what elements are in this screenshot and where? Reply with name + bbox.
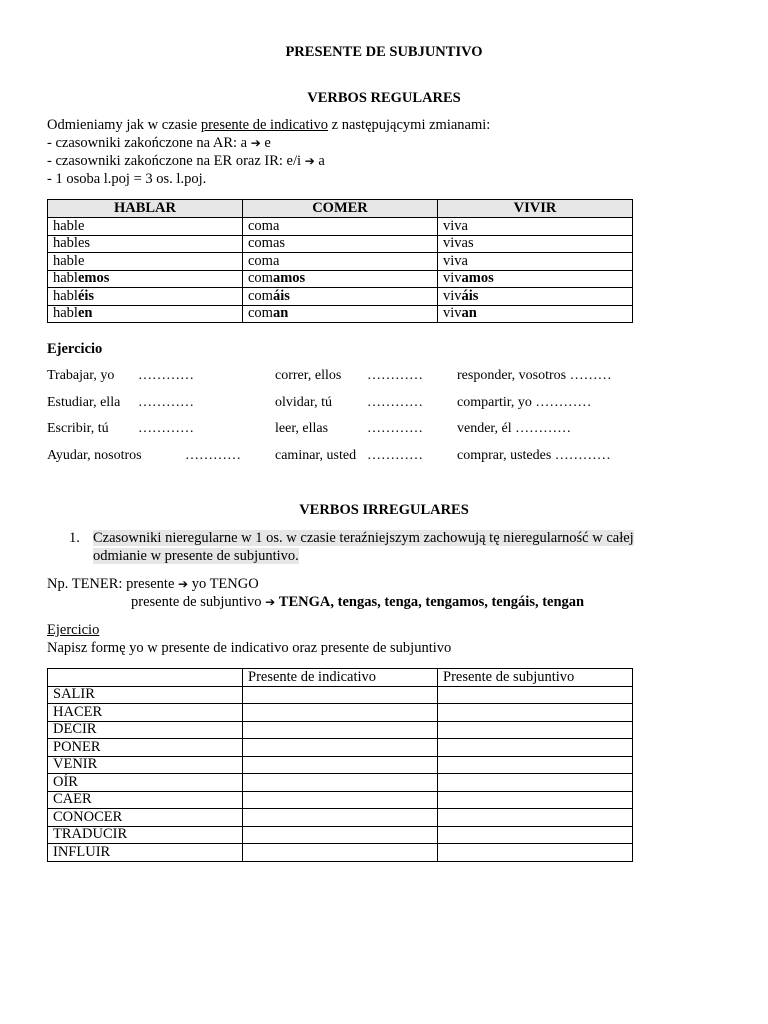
- verb-stem: habl: [53, 287, 78, 304]
- intro-post: z następującymi zmianami:: [328, 117, 491, 133]
- arrow-right-icon: ➔: [178, 577, 189, 591]
- verb-ending: amos: [461, 270, 494, 287]
- conjugation-cell: [243, 235, 438, 253]
- header-hablar: HABLAR: [48, 200, 243, 218]
- verb-ending: áis: [272, 287, 290, 304]
- answer-cell-subjuntivo[interactable]: [438, 809, 633, 827]
- verb-ending: a: [272, 217, 280, 234]
- table-row: [48, 721, 633, 739]
- verb-stem: com: [248, 287, 273, 304]
- exercise-verb-text: vender, él: [457, 421, 512, 436]
- answer-cell-indicativo[interactable]: [243, 739, 438, 757]
- verb-ending: áis: [461, 287, 479, 304]
- section-heading-irregulares: VERBOS IRREGULARES: [299, 502, 469, 518]
- answer-blank[interactable]: …………: [138, 421, 194, 436]
- answer-cell-indicativo[interactable]: [243, 721, 438, 739]
- answer-blank[interactable]: …………: [138, 368, 194, 383]
- table-row: [48, 809, 633, 827]
- verb-stem: habl: [53, 270, 78, 287]
- conjugation-table: [47, 199, 633, 323]
- verb-infinitive: DECIR: [48, 721, 243, 739]
- conjugation-cell: [243, 218, 438, 236]
- exercise2-header-row: [48, 669, 633, 687]
- verb-stem: viv: [443, 270, 462, 287]
- list-item-line1-text: Czasowniki nieregularne w 1 os. w czasie teraźniejszym zachowują tę nieregularność w całej: [93, 530, 634, 546]
- exercise-verb: Escribir, tú: [47, 421, 109, 436]
- verb-ending: a: [272, 252, 280, 269]
- verb-stem: habl: [53, 235, 78, 252]
- verb-ending: emos: [77, 270, 110, 287]
- verb-ending: es: [77, 235, 91, 252]
- verb-infinitive: PONER: [48, 739, 243, 757]
- rule-ar: [47, 135, 271, 152]
- answer-cell-subjuntivo[interactable]: [438, 826, 633, 844]
- answer-blank[interactable]: …………: [367, 421, 423, 436]
- answer-blank[interactable]: …………: [185, 448, 241, 463]
- verb-infinitive: VENIR: [48, 756, 243, 774]
- conjugation-cell: [438, 253, 633, 271]
- verb-stem: viv: [443, 235, 462, 252]
- verb-stem: habl: [53, 252, 78, 269]
- verb-stem: viv: [443, 287, 462, 304]
- answer-cell-subjuntivo[interactable]: [438, 686, 633, 704]
- example-tener-pre: Np. TENER: presente: [47, 576, 179, 592]
- answer-cell-indicativo[interactable]: [243, 756, 438, 774]
- intro-pre: Odmieniamy jak w czasie: [47, 117, 201, 133]
- exercise-verb: Estudiar, ella: [47, 395, 121, 410]
- table-row: [48, 235, 633, 253]
- header-vivir: VIVIR: [438, 200, 633, 218]
- table-row: [48, 704, 633, 722]
- exercise2-body: [48, 686, 633, 861]
- answer-blank[interactable]: …………: [367, 368, 423, 383]
- exercise-verb: [457, 448, 611, 464]
- answer-blank[interactable]: …………: [515, 421, 572, 436]
- verb-infinitive: SALIR: [48, 686, 243, 704]
- example-subjuntivo-forms: TENGA, tengas, tenga, tengamos, tengáis, tengan: [278, 594, 585, 610]
- verb-ending: as: [461, 235, 474, 252]
- conjugation-cell: [48, 288, 243, 306]
- verb-ending: amos: [272, 270, 306, 287]
- verb-stem: viv: [443, 217, 462, 234]
- list-item-line2: [93, 548, 299, 565]
- conjugation-header-row: [48, 200, 633, 218]
- exercise2-heading: Ejercicio: [47, 622, 100, 638]
- exercise-verb-text: comprar, ustedes: [457, 448, 552, 463]
- exercise-verb: olvidar, tú: [275, 395, 332, 410]
- answer-cell-subjuntivo[interactable]: [438, 791, 633, 809]
- exercise-verb: [457, 421, 571, 437]
- exercise-verb: [457, 368, 612, 384]
- answer-cell-subjuntivo[interactable]: [438, 844, 633, 862]
- table-row: [48, 305, 633, 323]
- conjugation-cell: [243, 305, 438, 323]
- answer-cell-indicativo[interactable]: [243, 844, 438, 862]
- conjugation-cell: [48, 270, 243, 288]
- answer-cell-subjuntivo[interactable]: [438, 721, 633, 739]
- example-tener-post: yo TENGO: [188, 576, 259, 592]
- exercise-verb: Ayudar, nosotros: [47, 448, 142, 463]
- verb-ending: an: [461, 305, 477, 322]
- conjugation-cell: [438, 305, 633, 323]
- rule-er-ir-result: a: [314, 153, 325, 169]
- section-heading-regulares: VERBOS REGULARES: [307, 90, 461, 106]
- answer-cell-indicativo[interactable]: [243, 704, 438, 722]
- verb-ending: e: [77, 217, 85, 234]
- exercise1-heading: Ejercicio: [47, 341, 103, 357]
- answer-cell-indicativo[interactable]: [243, 774, 438, 792]
- exercise2-instruction: Napisz formę yo w presente de indicativo oraz presente de subjuntivo: [47, 640, 452, 656]
- answer-cell-subjuntivo[interactable]: [438, 774, 633, 792]
- rule-first-person: - 1 osoba l.poj = 3 os. l.poj.: [47, 171, 207, 187]
- arrow-right-icon: ➔: [304, 154, 315, 168]
- exercise2-header-indicativo: Presente de indicativo: [243, 669, 438, 687]
- verb-ending: en: [77, 305, 93, 322]
- exercise-verb-text: compartir, yo: [457, 395, 532, 410]
- answer-cell-subjuntivo[interactable]: [438, 704, 633, 722]
- exercise2-header-blank: [48, 669, 243, 687]
- verb-infinitive: CONOCER: [48, 809, 243, 827]
- answer-cell-subjuntivo[interactable]: [438, 756, 633, 774]
- table-row: [48, 774, 633, 792]
- table-row: [48, 739, 633, 757]
- conjugation-cell: [438, 235, 633, 253]
- verb-stem: habl: [53, 305, 78, 322]
- answer-blank[interactable]: …………: [367, 448, 423, 463]
- table-row: [48, 253, 633, 271]
- conjugation-cell: [438, 218, 633, 236]
- list-item-line1: [93, 530, 634, 547]
- rule-er-ir-text: - czasowniki zakończone na ER oraz IR: e/i: [47, 153, 305, 169]
- conjugation-cell: [438, 288, 633, 306]
- table-row: [48, 844, 633, 862]
- answer-blank[interactable]: …………: [535, 395, 592, 410]
- example-subjuntivo-pre: presente de subjuntivo: [131, 594, 266, 610]
- table-row: [48, 270, 633, 288]
- exercise-verb: Trabajar, yo: [47, 368, 115, 383]
- answer-blank[interactable]: …………: [138, 395, 194, 410]
- answer-blank[interactable]: …………: [554, 448, 611, 463]
- rule-er-ir: [47, 153, 325, 170]
- verb-ending: a: [461, 217, 468, 234]
- header-comer: COMER: [243, 200, 438, 218]
- answer-cell-indicativo[interactable]: [243, 809, 438, 827]
- page-title: PRESENTE DE SUBJUNTIVO: [285, 44, 483, 60]
- verb-stem: com: [248, 305, 273, 322]
- verb-infinitive: OÍR: [48, 774, 243, 792]
- conjugation-cell: [438, 270, 633, 288]
- example-tener: [47, 576, 259, 593]
- verb-stem: com: [248, 252, 273, 269]
- answer-cell-indicativo[interactable]: [243, 686, 438, 704]
- verb-infinitive: TRADUCIR: [48, 826, 243, 844]
- table-row: [48, 791, 633, 809]
- verb-stem: viv: [443, 252, 462, 269]
- exercise-verb-text: responder, vosotros: [457, 368, 567, 383]
- answer-cell-subjuntivo[interactable]: [438, 739, 633, 757]
- table-row: [48, 826, 633, 844]
- exercise-verb: [457, 395, 591, 411]
- answer-cell-indicativo[interactable]: [243, 791, 438, 809]
- table-row: [48, 756, 633, 774]
- verb-ending: éis: [77, 287, 95, 304]
- answer-blank[interactable]: …………: [367, 395, 423, 410]
- conjugation-cell: [243, 288, 438, 306]
- conjugation-cell: [243, 253, 438, 271]
- verb-infinitive: CAER: [48, 791, 243, 809]
- table-row: [48, 686, 633, 704]
- verb-stem: com: [248, 217, 273, 234]
- intro-underlined: presente de indicativo: [200, 117, 329, 133]
- conjugation-body: [48, 218, 633, 323]
- conjugation-cell: [48, 235, 243, 253]
- conjugation-cell: [48, 218, 243, 236]
- answer-blank[interactable]: ………: [569, 368, 612, 383]
- verb-infinitive: HACER: [48, 704, 243, 722]
- verb-infinitive: INFLUIR: [48, 844, 243, 862]
- conjugation-cell: [48, 253, 243, 271]
- arrow-right-icon: ➔: [250, 136, 261, 150]
- rule-ar-result: e: [260, 135, 271, 151]
- conjugation-cell: [48, 305, 243, 323]
- exercise-verb: correr, ellos: [275, 368, 342, 383]
- exercise2-header-subjuntivo: Presente de subjuntivo: [438, 669, 633, 687]
- rule-ar-text: - czasowniki zakończone na AR: a: [47, 135, 251, 151]
- list-item-line2-text: odmianie w presente de subjuntivo.: [93, 548, 299, 564]
- table-row: [48, 218, 633, 236]
- verb-stem: com: [248, 235, 273, 252]
- verb-ending: as: [272, 235, 286, 252]
- exercise2-table: [47, 668, 633, 862]
- verb-ending: e: [77, 252, 85, 269]
- table-row: [48, 288, 633, 306]
- answer-cell-indicativo[interactable]: [243, 826, 438, 844]
- verb-stem: com: [248, 270, 273, 287]
- arrow-right-icon: ➔: [265, 595, 276, 609]
- list-number: 1.: [69, 530, 80, 546]
- example-subjuntivo: [131, 594, 584, 611]
- conjugation-cell: [243, 270, 438, 288]
- verb-stem: viv: [443, 305, 462, 322]
- intro-text: [47, 117, 490, 134]
- exercise-verb: caminar, usted: [275, 448, 357, 463]
- verb-ending: an: [272, 305, 289, 322]
- exercise-verb: leer, ellas: [275, 421, 329, 436]
- verb-stem: habl: [53, 217, 78, 234]
- verb-ending: a: [461, 252, 468, 269]
